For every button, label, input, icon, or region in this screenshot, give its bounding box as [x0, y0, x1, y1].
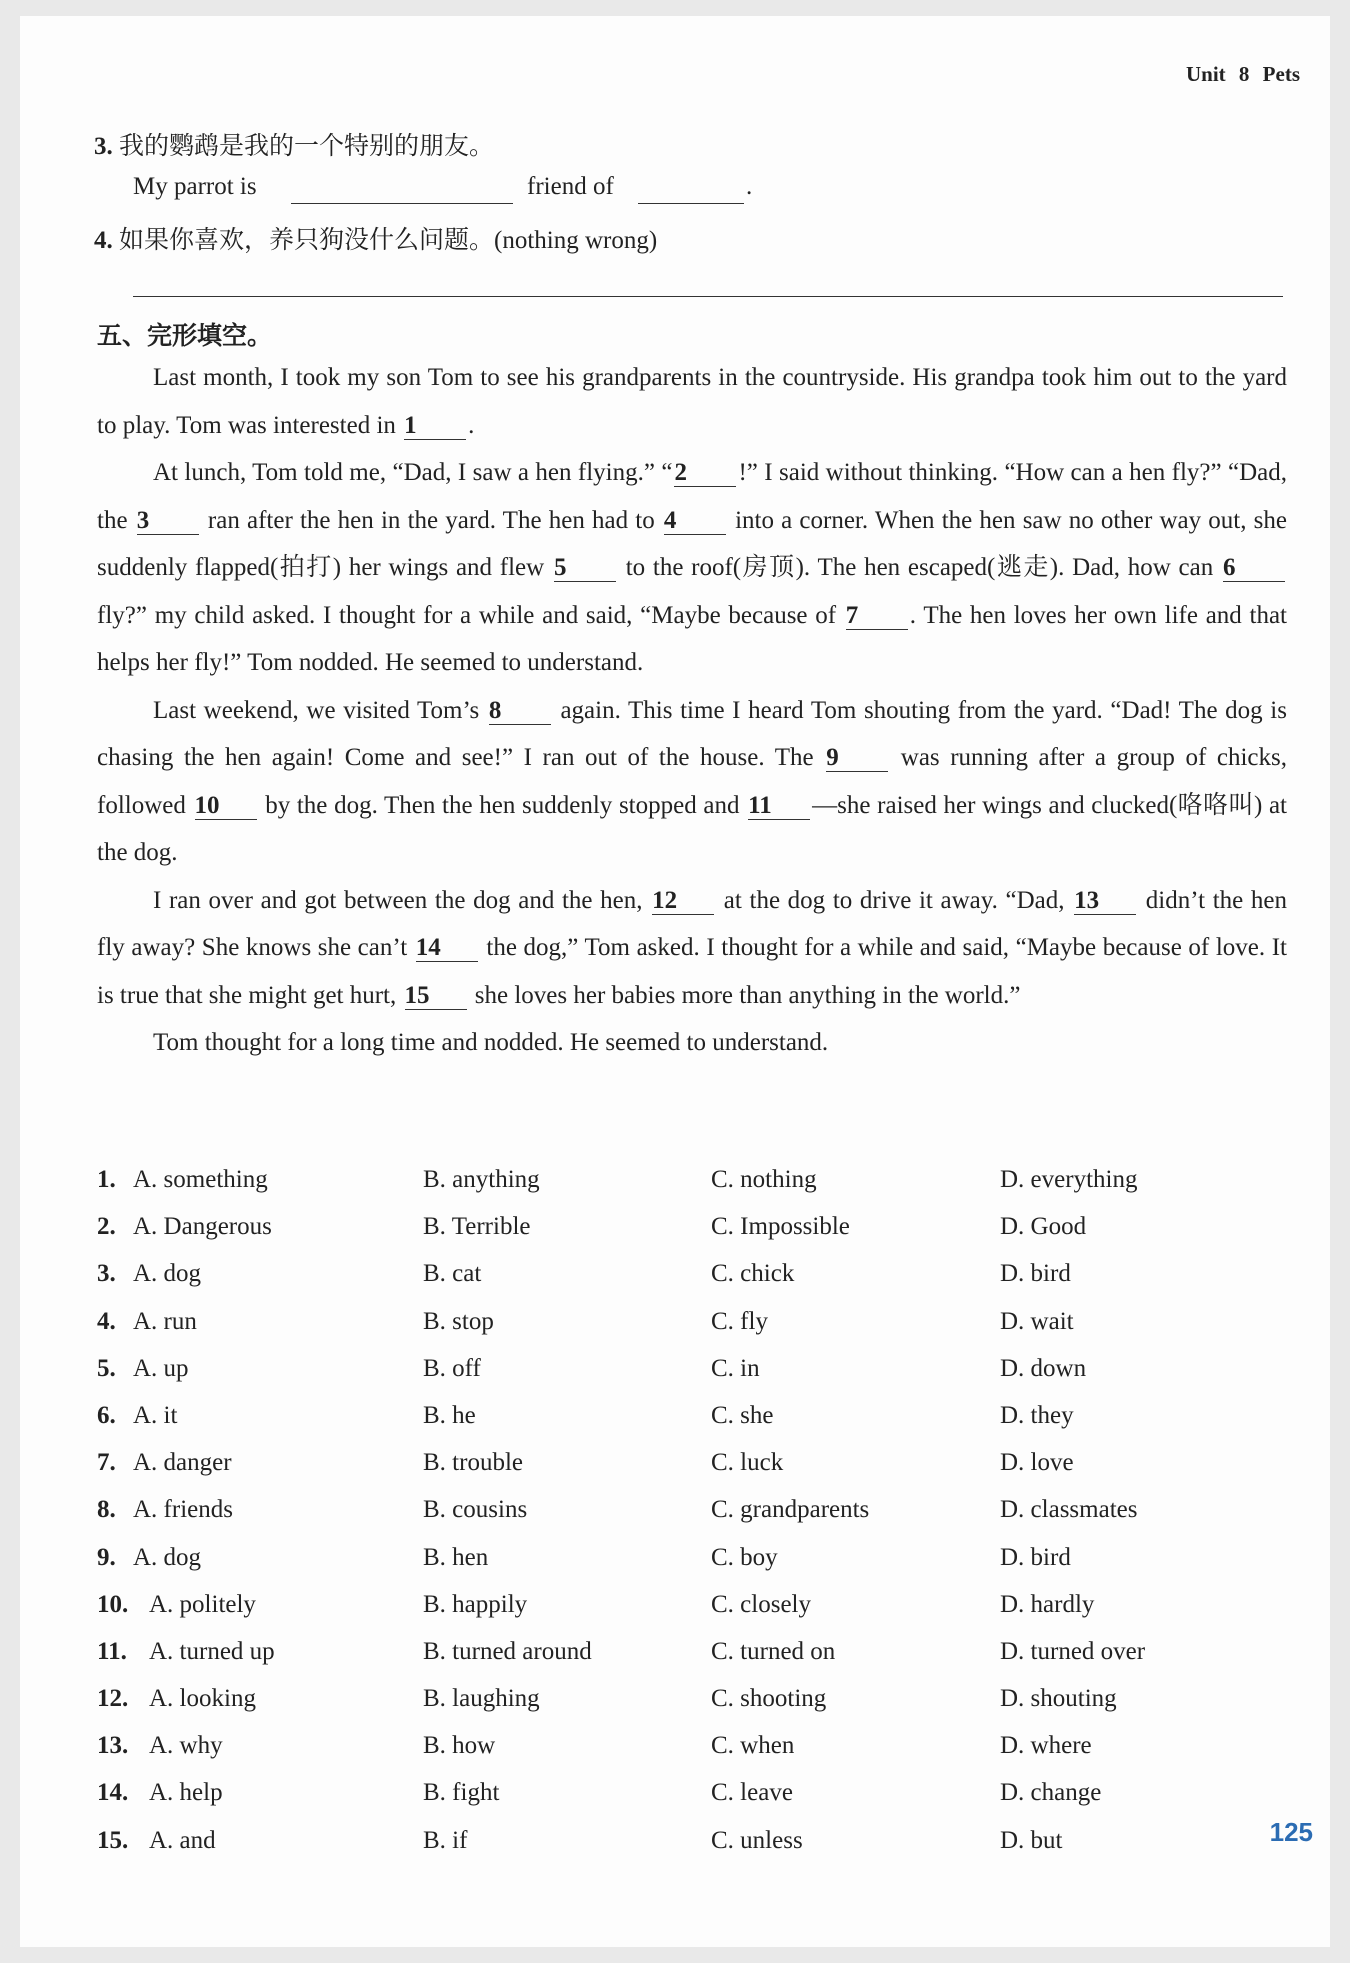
- passage-text: —she raised her wings and clucked(咯咯叫) at the dog.: [97, 791, 1287, 866]
- option-number: 3.: [97, 1260, 116, 1288]
- option-row: [97, 1207, 1297, 1254]
- option-number: 2.: [97, 1213, 116, 1241]
- option-choice-b[interactable]: B. cousins: [423, 1496, 528, 1524]
- section-title: 五、完形填空。: [97, 321, 273, 350]
- option-choice-c[interactable]: C. Impossible: [711, 1213, 850, 1241]
- passage-text: I ran over and got between the dog and the hen,: [153, 886, 651, 914]
- passage-paragraph: [97, 1019, 1287, 1067]
- question-4-number: 4.: [94, 227, 113, 254]
- option-choice-c[interactable]: C. fly: [711, 1307, 768, 1335]
- option-choice-b[interactable]: B. off: [423, 1354, 481, 1382]
- passage-text: to the roof(房顶). The hen escaped(逃走). Dad, how can: [617, 554, 1221, 581]
- option-choice-d[interactable]: D. hardly: [1000, 1590, 1095, 1618]
- passage-paragraph: [97, 877, 1287, 1020]
- option-choice-b[interactable]: B. how: [423, 1732, 496, 1760]
- option-number: 13.: [97, 1732, 129, 1760]
- option-row: [97, 1396, 1297, 1443]
- answer-line[interactable]: [133, 296, 1283, 297]
- option-number: 7.: [97, 1449, 116, 1477]
- option-choice-a[interactable]: A. and: [149, 1826, 216, 1854]
- option-choice-d[interactable]: D. Good: [1000, 1213, 1087, 1241]
- question-3-prompt: [94, 126, 494, 162]
- option-choice-c[interactable]: C. she: [711, 1401, 774, 1429]
- option-choice-d[interactable]: D. but: [1000, 1826, 1063, 1854]
- option-choice-b[interactable]: B. fight: [423, 1779, 500, 1807]
- answer-blank[interactable]: [638, 203, 744, 204]
- option-choice-d[interactable]: D. bird: [1000, 1543, 1071, 1571]
- passage-text: into a corner. When the hen saw no other way out, she suddenly flapped(拍打) her wings and flew: [97, 506, 1287, 581]
- option-choice-b[interactable]: B. hen: [423, 1543, 489, 1571]
- passage-text: Last month, I took my son Tom to see his grandparents in the countryside. His grandpa took him out to the yard to play. Tom was interested in: [97, 364, 1287, 439]
- option-number: 9.: [97, 1543, 116, 1571]
- passage-text: .: [468, 411, 475, 439]
- question-4-prompt: [94, 220, 657, 256]
- question-3-english-end: .: [746, 173, 753, 200]
- passage-text: was running after a group of chicks, followed: [97, 744, 1287, 819]
- question-3-english-mid: friend of: [527, 173, 614, 200]
- answer-blank[interactable]: [291, 203, 513, 204]
- option-choice-b[interactable]: B. if: [423, 1826, 468, 1854]
- passage-text: !” I said without thinking. “How can a hen fly?” “Dad, the: [97, 459, 1287, 534]
- question-3-chinese: 我的鹦鹉是我的一个特别的朋友。: [119, 133, 495, 160]
- cloze-passage: [97, 354, 1287, 1067]
- option-choice-a[interactable]: A. friends: [133, 1496, 233, 1524]
- option-choice-a[interactable]: A. turned up: [149, 1637, 275, 1665]
- option-number: 11.: [97, 1637, 127, 1665]
- option-choice-a[interactable]: A. it: [133, 1401, 178, 1429]
- option-choice-b[interactable]: B. anything: [423, 1166, 540, 1193]
- cloze-blank[interactable]: 1: [404, 413, 466, 440]
- passage-text: ran after the hen in the yard. The hen had to: [200, 506, 662, 534]
- passage-paragraph: [97, 354, 1287, 449]
- option-choice-b[interactable]: B. laughing: [423, 1685, 540, 1713]
- option-row: [97, 1538, 1297, 1585]
- option-number: 1.: [97, 1166, 116, 1193]
- passage-text: again. This time I heard Tom shouting from the yard. “Dad! The dog is chasing the hen again! Come and see!” I ran out of the house. The: [97, 696, 1287, 771]
- option-choice-a[interactable]: A. Dangerous: [133, 1213, 272, 1241]
- question-3-english: My parrot is: [133, 173, 257, 200]
- option-choice-a[interactable]: A. something: [133, 1166, 268, 1193]
- option-choice-d[interactable]: D. love: [1000, 1449, 1074, 1477]
- option-choice-d[interactable]: D. change: [1000, 1779, 1102, 1807]
- option-row: [97, 1821, 1297, 1868]
- option-choice-b[interactable]: B. he: [423, 1401, 476, 1429]
- option-choice-a[interactable]: A. run: [133, 1307, 197, 1335]
- option-number: 14.: [97, 1779, 129, 1807]
- passage-text: at the dog to drive it away. “Dad,: [716, 886, 1073, 914]
- option-choice-b[interactable]: B. Terrible: [423, 1213, 531, 1241]
- option-choice-a[interactable]: A. dog: [133, 1543, 202, 1571]
- option-choice-c[interactable]: C. closely: [711, 1590, 811, 1618]
- option-choice-a[interactable]: A. politely: [149, 1590, 256, 1618]
- question-3-number: 3.: [94, 133, 113, 160]
- cloze-blank[interactable]: 9: [826, 745, 888, 772]
- option-choice-b[interactable]: B. stop: [423, 1307, 494, 1335]
- option-choice-c[interactable]: C. luck: [711, 1449, 784, 1477]
- option-choice-d[interactable]: D. where: [1000, 1732, 1092, 1760]
- option-number: 15.: [97, 1826, 129, 1854]
- option-choice-c[interactable]: C. when: [711, 1732, 795, 1760]
- passage-text: by the dog. Then the hen suddenly stopped and: [258, 791, 747, 819]
- cloze-blank[interactable]: 13: [1074, 888, 1136, 915]
- option-row: [97, 1726, 1297, 1773]
- passage-text: fly?” my child asked. I thought for a while and said, “Maybe because of: [97, 601, 844, 629]
- option-row: [97, 1160, 1297, 1207]
- cloze-blank[interactable]: 2: [674, 460, 736, 487]
- cloze-blank[interactable]: 4: [664, 508, 726, 535]
- option-choice-c[interactable]: C. leave: [711, 1779, 793, 1807]
- option-choice-d[interactable]: D. turned over: [1000, 1637, 1146, 1665]
- page-number: 125: [1269, 1817, 1313, 1847]
- option-row: [97, 1349, 1297, 1396]
- option-choice-b[interactable]: B. cat: [423, 1260, 482, 1288]
- option-row: [97, 1443, 1297, 1490]
- option-row: [97, 1254, 1297, 1301]
- option-number: 10.: [97, 1590, 129, 1618]
- option-choice-d[interactable]: D. everything: [1000, 1166, 1138, 1193]
- passage-text: the dog,” Tom asked. I thought for a while and said, “Maybe because of love. It is true that she might get hurt,: [97, 934, 1287, 1009]
- option-choice-b[interactable]: B. turned around: [423, 1637, 592, 1665]
- option-choice-d[interactable]: D. wait: [1000, 1307, 1074, 1335]
- passage-text: Tom thought for a long time and nodded. He seemed to understand.: [153, 1029, 829, 1056]
- option-row: [97, 1632, 1297, 1679]
- option-choice-c[interactable]: C. in: [711, 1354, 760, 1382]
- option-row: [97, 1490, 1297, 1537]
- option-choice-c[interactable]: C. chick: [711, 1260, 795, 1288]
- option-choice-d[interactable]: D. classmates: [1000, 1496, 1138, 1524]
- passage-text: didn’t the hen fly away? She knows she can’t: [97, 886, 1288, 961]
- option-choice-d[interactable]: D. down: [1000, 1354, 1087, 1382]
- option-row: [97, 1585, 1297, 1632]
- option-choice-c[interactable]: C. boy: [711, 1543, 778, 1571]
- passage-text: she loves her babies more than anything in the world.”: [468, 981, 1021, 1009]
- option-choice-a[interactable]: A. up: [133, 1354, 189, 1382]
- option-choice-a[interactable]: A. looking: [149, 1685, 256, 1713]
- option-number: 6.: [97, 1401, 116, 1429]
- option-choice-c[interactable]: C. turned on: [711, 1637, 836, 1665]
- cloze-blank[interactable]: 12: [652, 888, 714, 915]
- option-choice-a[interactable]: A. help: [149, 1779, 223, 1807]
- option-choice-b[interactable]: B. happily: [423, 1590, 528, 1618]
- option-row: [97, 1773, 1297, 1820]
- option-choice-a[interactable]: A. danger: [133, 1449, 232, 1477]
- option-choice-d[interactable]: D. shouting: [1000, 1685, 1117, 1713]
- option-row: [97, 1302, 1297, 1349]
- cloze-blank[interactable]: 15: [405, 983, 467, 1010]
- cloze-blank[interactable]: 14: [416, 935, 478, 962]
- option-choice-a[interactable]: A. dog: [133, 1260, 202, 1288]
- option-number: 4.: [97, 1307, 116, 1335]
- option-choice-c[interactable]: C. shooting: [711, 1685, 827, 1713]
- cloze-blank[interactable]: 10: [195, 793, 257, 820]
- cloze-blank[interactable]: 3: [137, 508, 199, 535]
- cloze-blank[interactable]: 7: [846, 603, 908, 630]
- passage-paragraph: [97, 687, 1287, 877]
- passage-text: At lunch, Tom told me, “Dad, I saw a hen flying.” “: [153, 459, 673, 486]
- passage-text: . The hen loves her own life and that helps her fly!” Tom nodded. He seemed to understand.: [97, 601, 1287, 676]
- cloze-blank[interactable]: 6: [1223, 555, 1285, 582]
- passage-paragraph: [97, 449, 1287, 687]
- option-choice-d[interactable]: D. bird: [1000, 1260, 1071, 1288]
- question-4-chinese: 如果你喜欢，养只狗没什么问题。(nothing wrong): [119, 227, 658, 254]
- option-number: 12.: [97, 1685, 129, 1713]
- passage-text: Last weekend, we visited Tom’s: [153, 696, 487, 724]
- cloze-blank[interactable]: 11: [748, 793, 810, 820]
- option-choice-c[interactable]: C. nothing: [711, 1166, 817, 1193]
- cloze-blank[interactable]: 8: [489, 698, 551, 725]
- option-choice-c[interactable]: C. unless: [711, 1826, 803, 1854]
- option-choice-a[interactable]: A. why: [149, 1732, 223, 1760]
- option-choice-b[interactable]: B. trouble: [423, 1449, 523, 1477]
- running-header: Unit 8 Pets: [1186, 62, 1300, 86]
- option-choice-d[interactable]: D. they: [1000, 1401, 1074, 1429]
- options-list: [97, 1160, 1297, 1868]
- cloze-blank[interactable]: 5: [554, 555, 616, 582]
- option-number: 8.: [97, 1496, 116, 1524]
- option-number: 5.: [97, 1354, 116, 1382]
- option-choice-c[interactable]: C. grandparents: [711, 1496, 870, 1524]
- option-row: [97, 1679, 1297, 1726]
